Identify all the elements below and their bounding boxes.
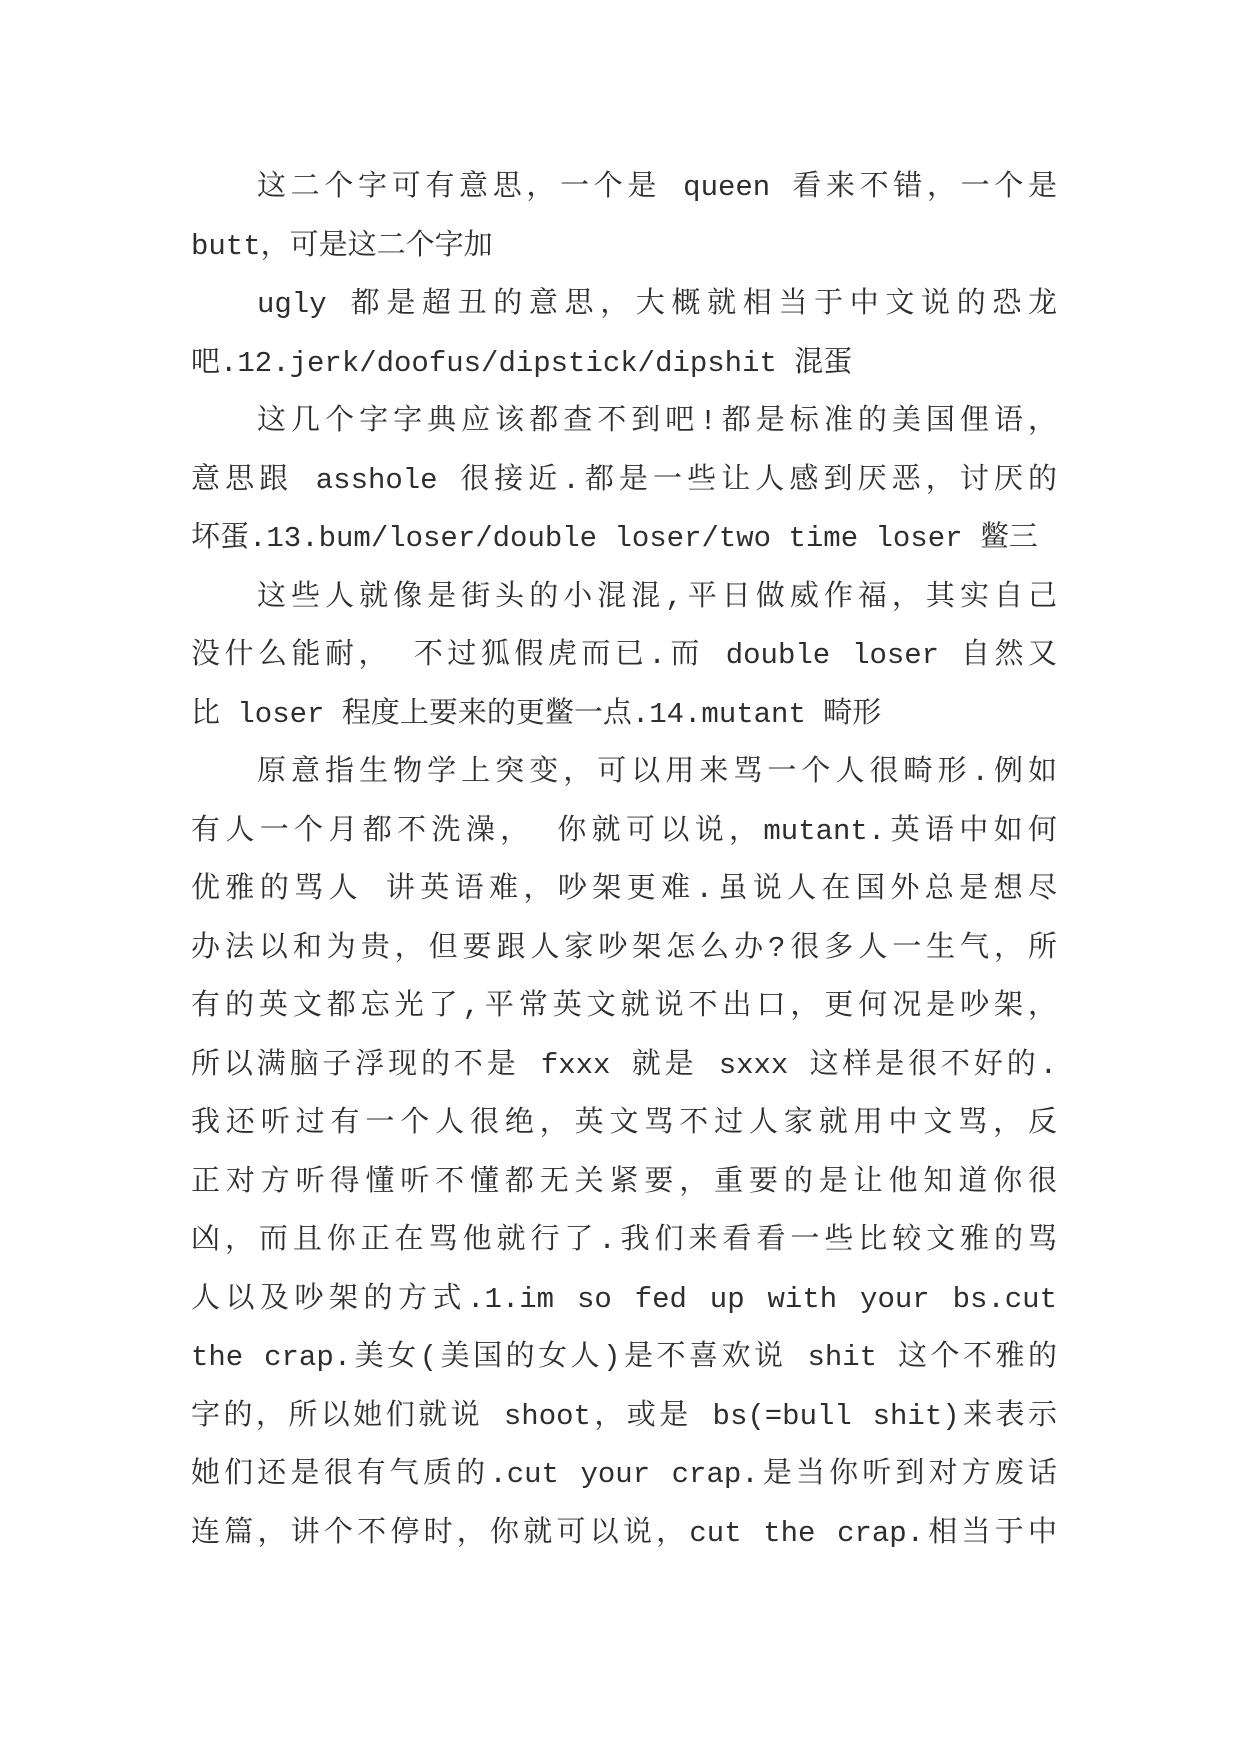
text-line: 这二个字可有意思，一个是 queen 看来不错，一个是 bbox=[257, 171, 1057, 204]
text-line: 比 loser 程度上要来的更鳖一点.14.mutant 畸形 bbox=[191, 697, 882, 731]
paragraph bbox=[191, 276, 1057, 393]
text-line: 她们还是很有气质的.cut your crap.是当你听到对方废话 bbox=[191, 1458, 1057, 1491]
text-line: 原意指生物学上突变，可以用来骂一个人很畸形.例如 bbox=[257, 756, 1057, 789]
text-line: ugly 都是超丑的意思，大概就相当于中文说的恐龙 bbox=[257, 288, 1057, 321]
paragraph bbox=[191, 569, 1057, 745]
text-line: 这几个字字典应该都查不到吧!都是标准的美国俚语， bbox=[257, 405, 1057, 438]
text-line: 这些人就像是街头的小混混,平日做威作福，其实自己 bbox=[257, 580, 1057, 614]
text-line: 字的，所以她们就说 shoot，或是 bs(=bull shit)来表示 bbox=[191, 1399, 1057, 1433]
text-line: butt，可是这二个字加 bbox=[191, 229, 493, 263]
text-line: 办法以和为贵，但要跟人家吵架怎么办?很多人一生气，所 bbox=[191, 931, 1057, 965]
paragraph bbox=[191, 393, 1057, 569]
text-line: 坏蛋.13.bum/loser/double loser/two time loser 鳖三 bbox=[191, 522, 1038, 555]
text-line: 吧.12.jerk/doofus/dipstick/dipshit 混蛋 bbox=[191, 346, 853, 380]
text-line: 有人一个月都不洗澡， 你就可以说，mutant.英语中如何 bbox=[191, 814, 1057, 848]
text-line: 优雅的骂人 讲英语难，吵架更难.虽说人在国外总是想尽 bbox=[191, 873, 1057, 906]
text-line: 人以及吵架的方式.1.im so fed up with your bs.cut bbox=[191, 1282, 1057, 1316]
text-line: 意思跟 asshole 很接近.都是一些让人感到厌恶，讨厌的 bbox=[191, 463, 1057, 497]
document-body bbox=[191, 159, 1057, 1563]
text-line: 连篇，讲个不停时，你就可以说，cut the crap.相当于中 bbox=[191, 1516, 1057, 1550]
paragraph bbox=[191, 744, 1057, 1563]
text-line: 凶，而且你正在骂他就行了.我们来看看一些比较文雅的骂 bbox=[191, 1224, 1057, 1257]
text-line: 没什么能耐， 不过狐假虎而已.而 double loser 自然又 bbox=[191, 639, 1057, 672]
text-line: 正对方听得懂听不懂都无关紧要，重要的是让他知道你很 bbox=[191, 1165, 1057, 1199]
text-line: 我还听过有一个人很绝，英文骂不过人家就用中文骂，反 bbox=[191, 1107, 1057, 1140]
text-line: 有的英文都忘光了,平常英文就说不出口，更何况是吵架， bbox=[191, 990, 1057, 1023]
text-line: 所以满脑子浮现的不是 fxxx 就是 sxxx 这样是很不好的. bbox=[191, 1048, 1057, 1082]
paragraph bbox=[191, 159, 1057, 276]
text-line: the crap.美女(美国的女人)是不喜欢说 shit 这个不雅的 bbox=[191, 1341, 1057, 1374]
